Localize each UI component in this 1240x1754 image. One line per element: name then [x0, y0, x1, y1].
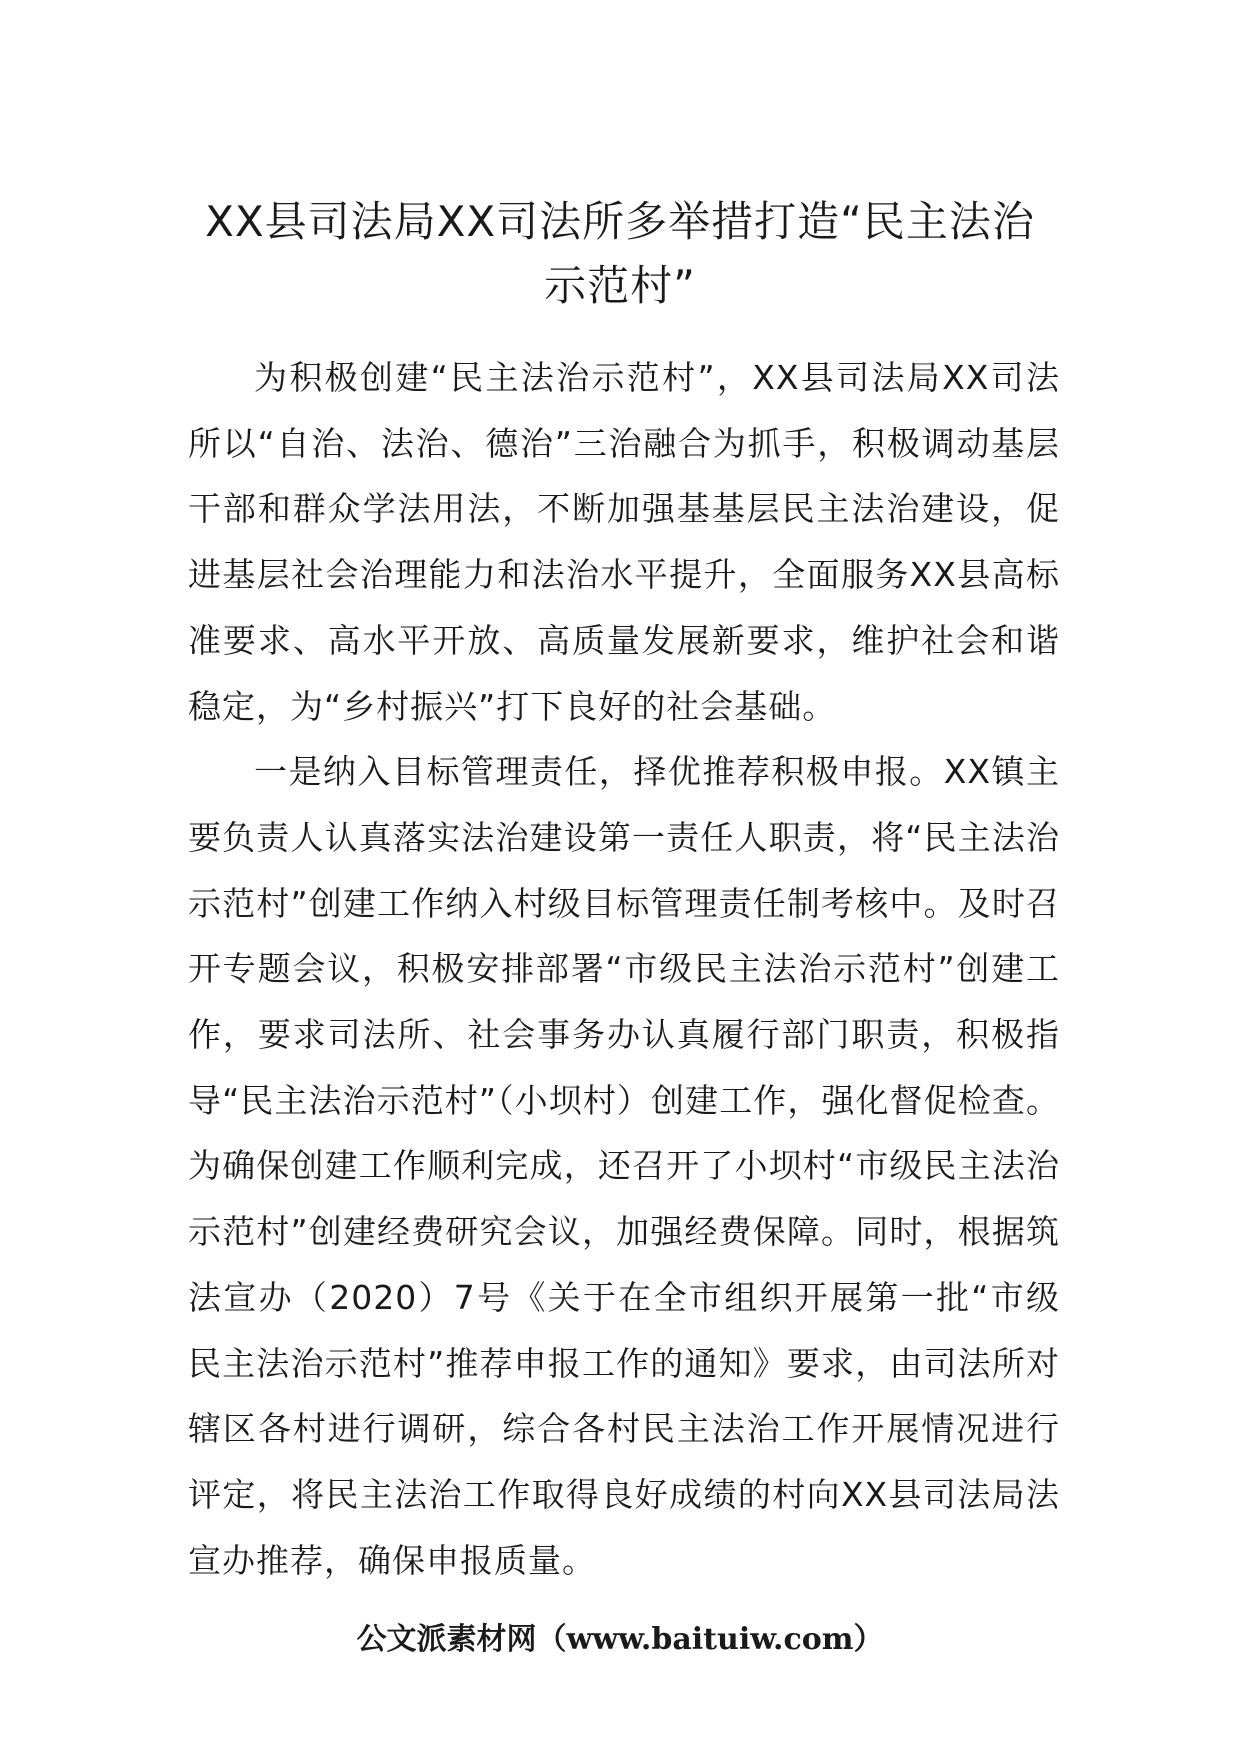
footer-watermark: 公文派素材网（www.baituiw.com） [356, 1622, 884, 1657]
document-title: XX县司法局XX司法所多举措打造“民主法治示范村” [205, 197, 1035, 310]
paragraph-point-one: 一是纳入目标管理责任，择优推荐积极申报。XX镇主要负责人认真落实法治建设第一责任人职责，将“民主法治示范村”创建工作纳入村级目标管理责任制考核中。及时召开专题会议，积极安排部署“市级民主法治示范村”创建工作，要求司法所、社会事务办认真履行部门职责，积极指导“民主法治示范村”（小坝村）创建工作，强化督促检查。为确保创建工作顺利完成，还召开了小坝村“市级民主法治示范村”创建经费研究会议，加强经费保障。同时，根据筑法宣办（2020）7号《关于在全市组织开展第一批“市级民主法治示范村”推荐申报工作的通知》要求，由司法所对辖区各村进行调研，综合各村民主法治工作开展情况进行评定，将民主法治工作取得良好成绩的村向XX县司法局法宣办推荐，确保申报质量。 [188, 752, 1060, 1580]
paragraph-intro: 为积极创建“民主法治示范村”，XX县司法局XX司法所以“自治、法治、德治”三治融合为抓手，积极调动基层干部和群众学法用法，不断加强基基层民主法治建设，促进基层社会治理能力和法治水平提升，全面服务XX县高标准要求、高水平开放、高质量发展新要求，维护社会和谐稳定，为“乡村振兴”打下良好的社会基础。 [188, 358, 1060, 726]
document-body [188, 345, 1060, 1593]
